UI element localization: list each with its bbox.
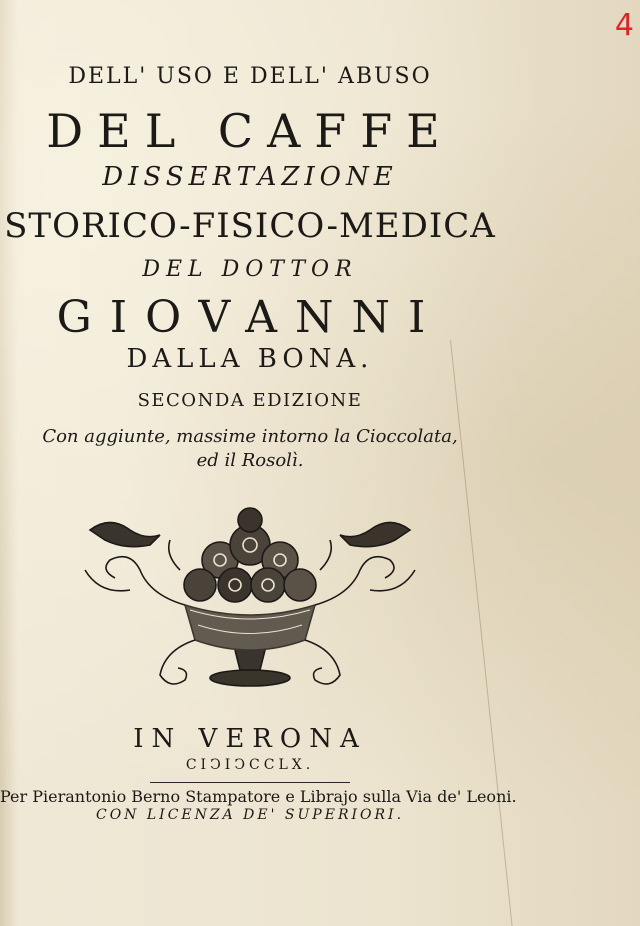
title-line-2 bbox=[0, 104, 500, 158]
page-number: 4 bbox=[614, 8, 634, 43]
additions-line-2: ed il Rosolì. bbox=[196, 450, 304, 471]
imprint-place: IN VERONA bbox=[133, 724, 367, 754]
imprint-printer: Per Pierantonio Berno Stampatore e Librajo sulla Via de' Leoni. bbox=[0, 787, 517, 806]
title-line-5: DEL DOTTOR bbox=[142, 257, 358, 282]
author-first-name: GIOVANNI bbox=[56, 292, 444, 343]
title-line-2-text: DEL CAFFE bbox=[46, 104, 454, 158]
imprint-license: CON LICENZA DE' SUPERIORI. bbox=[95, 807, 405, 823]
additions-line-1: Con aggiunte, massime intorno la Cioccolata, bbox=[42, 426, 458, 447]
imprint-year: CIↃIↃCCLX. bbox=[185, 757, 315, 773]
title-line-1: DELL' USO E DELL' ABUSO bbox=[68, 64, 432, 89]
title-line-4: STORICO-FISICO-MEDICA bbox=[4, 206, 496, 246]
edition: SECONDA EDIZIONE bbox=[137, 390, 363, 411]
title-line-3: DISSERTAZIONE bbox=[102, 162, 398, 192]
imprint-rule bbox=[150, 782, 350, 783]
author-last-name: DALLA BONA. bbox=[126, 344, 374, 374]
flower-basket-ornament-icon bbox=[70, 500, 430, 700]
